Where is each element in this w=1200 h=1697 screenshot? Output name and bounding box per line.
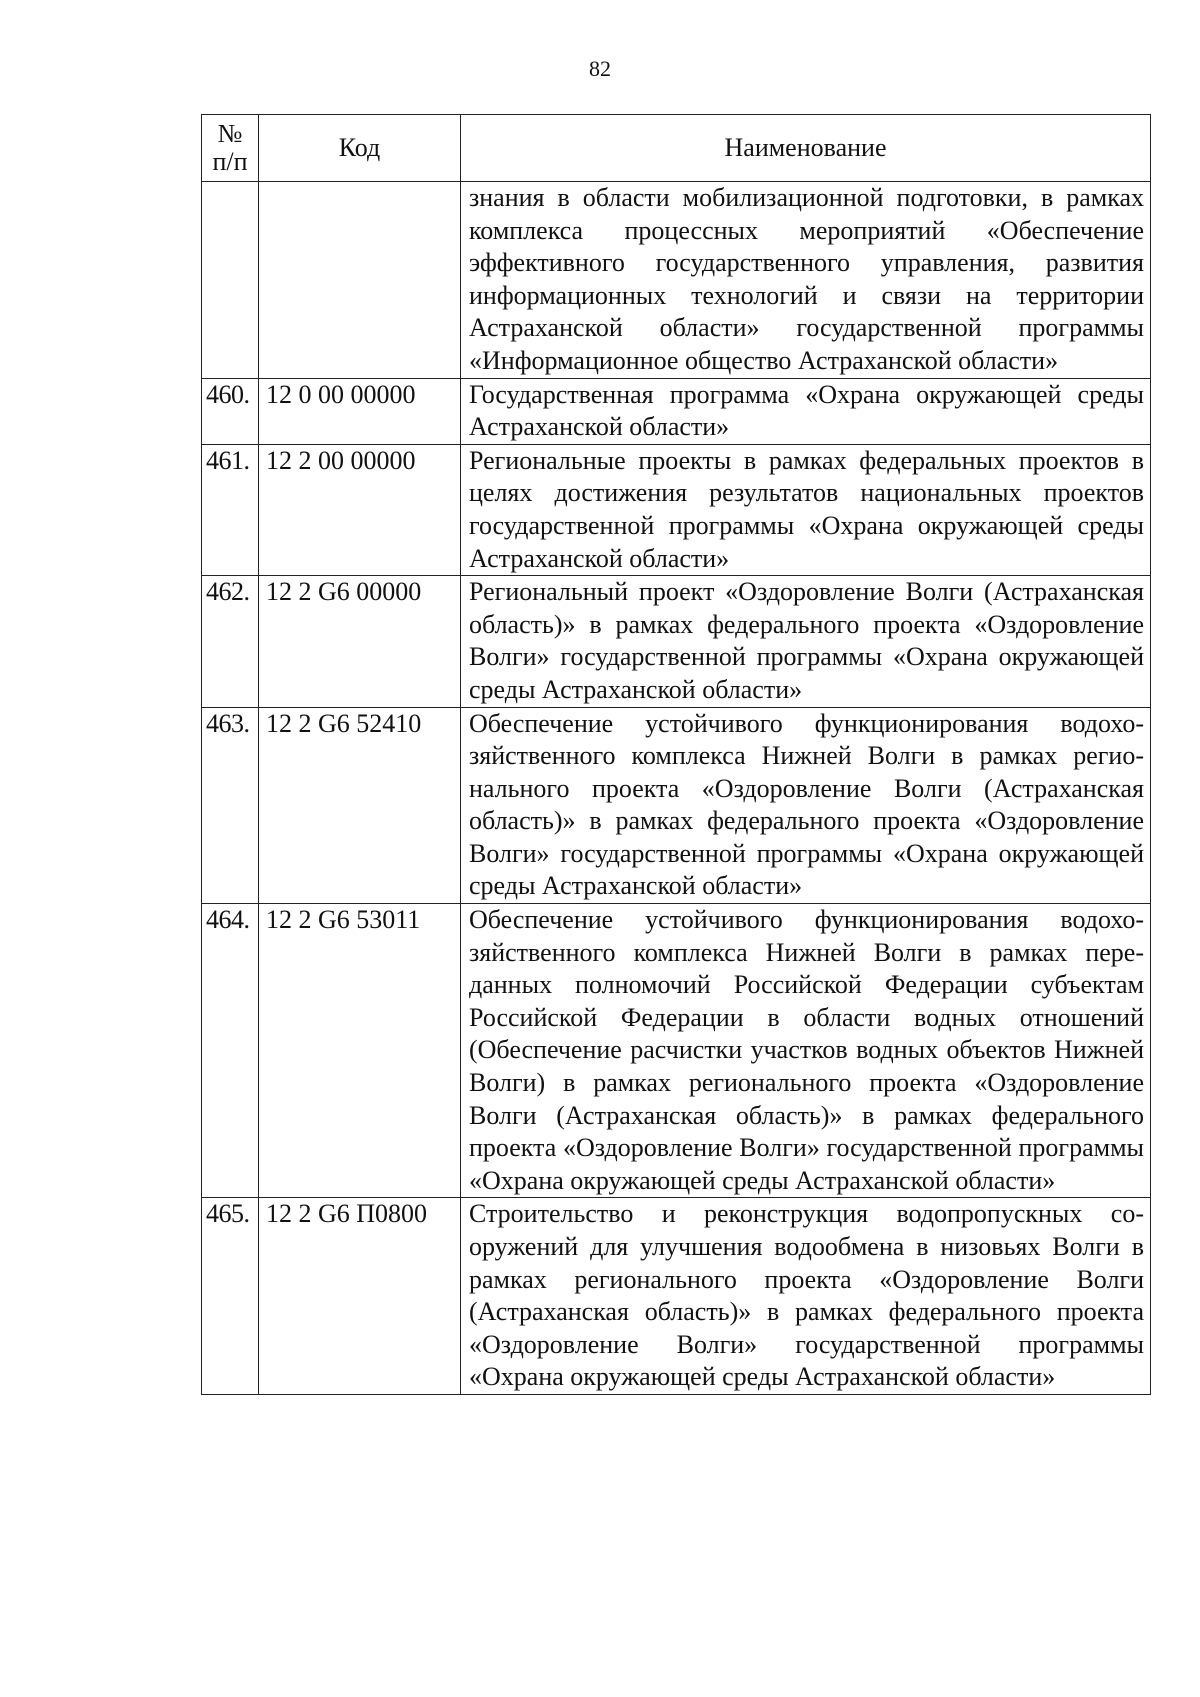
row-number: 465.: [202, 1198, 259, 1395]
row-name: Обеспечение устойчивого функционирования водохозяйственного комплекса Нижней Волги в рамках регионального проекта «Оздоровление Волги (Астраханская область)» в рамках федерального проекта «Оздоровление Волги» государственной программы «Охрана окружающей среды Астраханской области»: [461, 707, 1151, 904]
table-row: [202, 904, 1151, 1198]
row-code: 12 2 00 00000: [259, 444, 461, 575]
row-name: Обеспечение устойчивого функционирования водохозяйственного комплекса Нижней Волги в рамках переданных полномочий Российской Федерации субъектам Российской Федерации в области водных отношений (Обеспечение расчистки участков водных объектов Нижней Волги) в рамках регионального проекта «Оздоровление Волги (Астраханская область)» в рамках федерального проекта «Оздоровление Волги» государственной программы «Охрана окружающей среды Астраханской области»: [461, 904, 1151, 1198]
page-number: 82: [589, 56, 611, 81]
header-number-label: № п/п: [212, 119, 248, 176]
row-code: 12 2 G6 00000: [259, 576, 461, 707]
row-number: 460.: [202, 378, 259, 444]
table-row: [202, 182, 1151, 379]
row-number: 463.: [202, 707, 259, 904]
row-number: 464.: [202, 904, 259, 1198]
table-row: [202, 576, 1151, 707]
row-code: [259, 182, 461, 379]
table-row: [202, 444, 1151, 575]
row-name: Строительство и реконструкция водопропускных сооружений для улучшения водообмена в низовьях Волги в рамках регионального проекта «Оздоровление Волги (Астраханская область)» в рамках федерального проекта «Оздоровление Волги» государственной программы «Охрана окружающей среды Астраханской области»: [461, 1198, 1151, 1395]
row-code: 12 0 00 00000: [259, 378, 461, 444]
row-code: 12 2 G6 52410: [259, 707, 461, 904]
row-name: знания в области мобилизационной подготовки, в рамках комплекса процессных мероприятий «Обеспечение эффективного государственного управления, развития информационных технологий и связи на территории Астраханской области» государственной программы «Информационное общество Астраханской области»: [461, 182, 1151, 379]
row-number: 461.: [202, 444, 259, 575]
row-number: 462.: [202, 576, 259, 707]
header-name: Наименование: [461, 115, 1151, 182]
row-name: Региональные проекты в рамках федеральных проектов в целях достижения результатов национальных проектов государственной программы «Охрана окружающей среды Астраханской области»: [461, 444, 1151, 575]
table-row: [202, 1198, 1151, 1395]
row-name: Региональный проект «Оздоровление Волги (Астраханская область)» в рамках федерального проекта «Оздоровление Волги» государственной программы «Охрана окружающей среды Астраханской области»: [461, 576, 1151, 707]
table-row: [202, 378, 1151, 444]
table-header-row: [202, 115, 1151, 182]
row-number: [202, 182, 259, 379]
budget-code-table: [201, 114, 1151, 1395]
row-code: 12 2 G6 П0800: [259, 1198, 461, 1395]
header-number: [202, 115, 259, 182]
row-name: Государственная программа «Охрана окружающей среды Астраханской области»: [461, 378, 1151, 444]
table-row: [202, 707, 1151, 904]
header-code: Код: [259, 115, 461, 182]
row-code: 12 2 G6 53011: [259, 904, 461, 1198]
